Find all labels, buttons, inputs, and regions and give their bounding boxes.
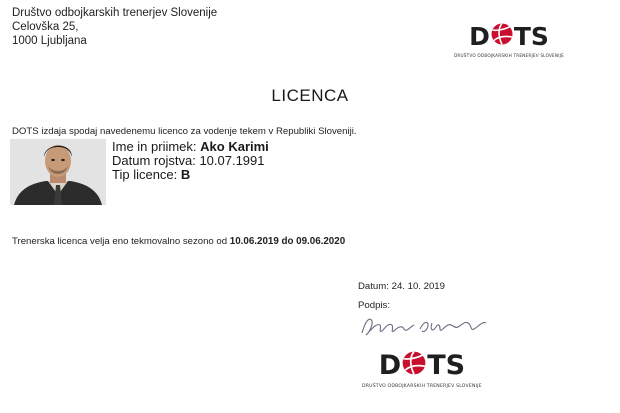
holder-details bbox=[112, 140, 269, 182]
issue-date bbox=[358, 281, 445, 292]
logo-subtitle: DRUŠTVO ODBOJKARSKIH TRENERJEV SLOVENIJE bbox=[362, 384, 482, 389]
date-label: Datum: bbox=[358, 281, 389, 292]
volleyball-icon bbox=[490, 22, 514, 51]
name-label: Ime in priimek: bbox=[112, 139, 197, 154]
dots-logo-footer bbox=[362, 350, 482, 389]
name-row bbox=[112, 140, 269, 154]
organization-city: 1000 Ljubljana bbox=[12, 35, 87, 47]
handwritten-signature bbox=[358, 311, 490, 341]
holder-photo bbox=[10, 139, 106, 205]
license-type-row bbox=[112, 168, 269, 182]
dots-logo-header bbox=[454, 22, 564, 58]
validity-connector: do bbox=[281, 236, 294, 247]
intro-text: DOTS izdaja spodaj navedenemu licenco za vodenje tekem v Republiki Sloveniji. bbox=[12, 126, 357, 137]
date-value: 24. 10. 2019 bbox=[391, 281, 445, 292]
validity-from: 10.06.2019 bbox=[229, 236, 279, 247]
organization-name: Društvo odbojkarskih trenerjev Slovenije bbox=[12, 7, 218, 19]
organization-street: Celovška 25, bbox=[12, 21, 79, 33]
signature-label: Podpis: bbox=[358, 300, 390, 311]
logo-letters-ts: TS bbox=[513, 21, 549, 51]
validity-to: 09.06.2020 bbox=[296, 236, 346, 247]
organization-address bbox=[12, 6, 217, 48]
validity-statement bbox=[12, 236, 345, 247]
name-value: Ako Karimi bbox=[200, 139, 269, 154]
logo-letter-d: D bbox=[469, 21, 490, 51]
birth-date-row bbox=[112, 154, 269, 168]
validity-text: Trenerska licenca velja eno tekmovalno sezono od bbox=[12, 236, 228, 247]
volleyball-icon bbox=[401, 350, 427, 381]
logo-subtitle: DRUŠTVO ODBOJKARSKIH TRENERJEV SLOVENIJE bbox=[454, 53, 564, 58]
birth-date-label: Datum rojstva: bbox=[112, 153, 196, 168]
document-title: LICENCA bbox=[271, 86, 349, 105]
birth-date-value: 10.07.1991 bbox=[199, 153, 265, 168]
logo-letters-ts: TS bbox=[427, 349, 466, 381]
license-type-label: Tip licence: bbox=[112, 167, 178, 182]
license-type-value: B bbox=[180, 167, 191, 182]
logo-letter-d: D bbox=[378, 349, 402, 381]
